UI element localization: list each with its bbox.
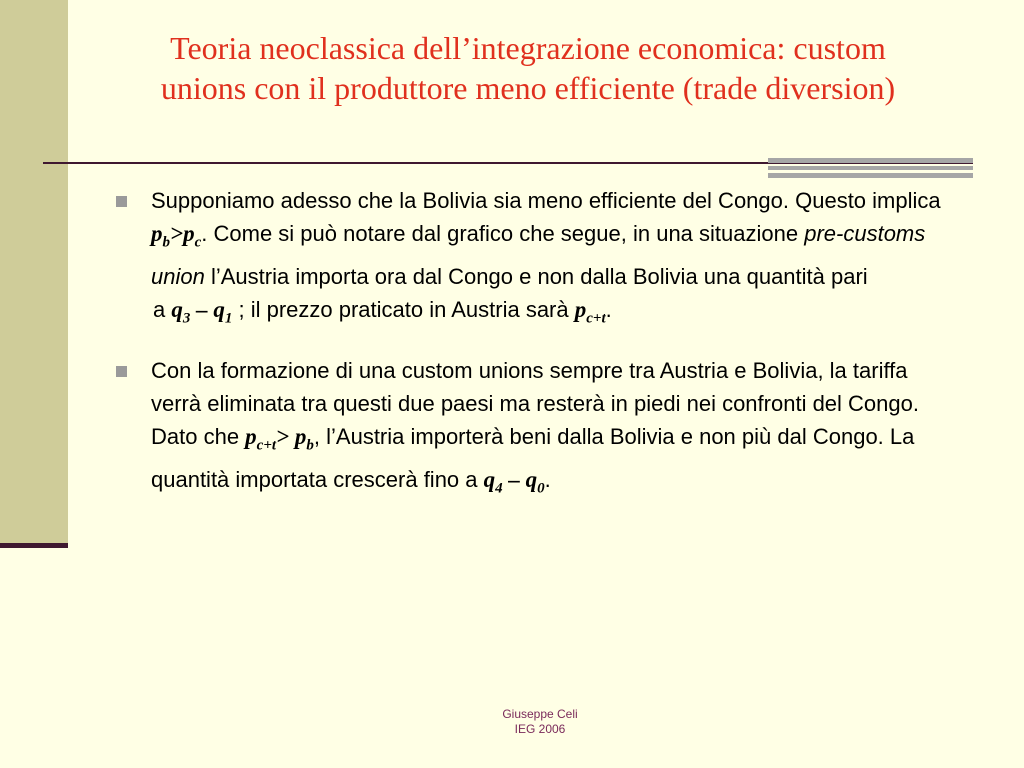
left-bar-bottom-line (0, 543, 68, 548)
slide-body (116, 184, 956, 505)
divider-accent-stripe (768, 158, 973, 163)
bullet-1-italic: pre-customs union (151, 221, 926, 289)
bullet-1-text-a: Supponiamo adesso che la Bolivia sia meno efficiente del Congo. Questo implica (151, 188, 941, 213)
divider-accent-stripe (768, 166, 973, 170)
title-line-1: Teoria neoclassica dell’integrazione economica: custom (170, 30, 886, 66)
footer-author: Giuseppe Celi (502, 707, 578, 721)
symbol-pct-pb: $p_{c+t}> p_b$ (245, 424, 314, 454)
bullet-1-continuation: a $q_3 - q_1$ ; il prezzo praticato in Austria sarà $p_{c+t}$. (153, 296, 612, 327)
symbol-q3-q1: $q_3 - q_1$ (171, 296, 233, 327)
square-bullet-icon (116, 366, 127, 377)
slide-footer (480, 707, 600, 737)
symbol-q4-q0: $q_4 - q_0$ (483, 466, 545, 497)
symbol-p-b: $p_b>p_c$ (151, 221, 202, 251)
bullet-item-1 (116, 184, 956, 335)
bullet-item-2: Con la formazione di una custom unions sempre tra Austria e Bolivia, la tariffa verrà eliminata tra questi due paesi ma resterà in piedi nei confronti del Congo. Dato che $p_{c+t}> p_b$, l’Austria importerà beni dalla Bolivia e non più dal Congo. La quantità importata crescerà fino a $q_4 - q_0$. (116, 354, 956, 505)
footer-course: IEG 2006 (514, 722, 566, 736)
bullet-1-text-c: l’Austria importa ora dal Congo e non dalla Bolivia una quantità pari (204, 263, 868, 289)
left-decorative-bar (0, 0, 68, 545)
square-bullet-icon (116, 196, 127, 207)
title-line-2: unions con il produttore meno efficiente (trade diversion) (160, 70, 896, 106)
bullet-2-text-a: Con la formazione di una custom unions sempre tra Austria e Bolivia, la tariffa verrà eliminata tra questi due paesi ma resterà in piedi nei confronti del Congo. Dato che (151, 358, 919, 450)
slide-title (78, 28, 978, 108)
bullet-2-text-b: , l’Austria importerà beni dalla Bolivia e non più dal Congo. La quantità importata crescerà fino a (151, 424, 915, 492)
symbol-p-ct: $p_{c+t}$ (574, 296, 606, 327)
divider-accent-stripe (768, 173, 973, 178)
bullet-1-text-b: . Come si può notare dal grafico che segue, in una situazione (201, 221, 805, 246)
